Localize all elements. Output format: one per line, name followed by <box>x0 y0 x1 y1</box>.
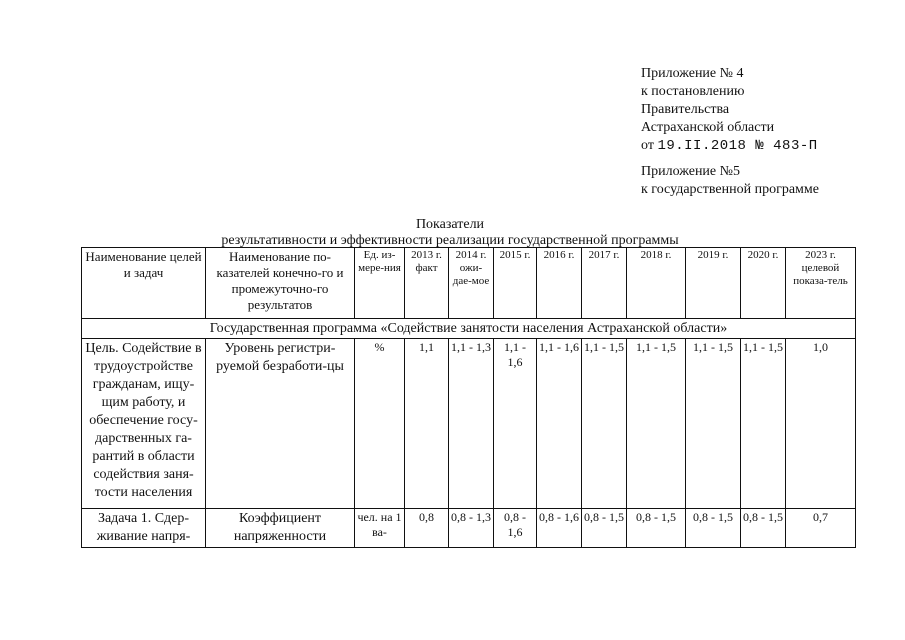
resolution-appendix-header <box>641 65 818 155</box>
value-2014: 0,8 - 1,3 <box>449 509 494 548</box>
region-line: Астраханской области <box>641 120 775 135</box>
indicators-table <box>81 247 856 548</box>
government-line: Правительства <box>641 102 730 117</box>
document-title: Показатели <box>415 217 485 232</box>
table-header-row <box>82 248 856 319</box>
goal-cell: Цель. Содействие в трудоустройстве гражданам, ищу-щим работу, и обеспечение госу-дарственных га-рантий в области содействия заня-тости населения <box>82 339 206 509</box>
header-2023: 2023 г. целевой показа-тель <box>786 248 856 319</box>
program-row <box>82 319 856 339</box>
header-unit: Ед. из-мере-ния <box>355 248 405 319</box>
header-2018: 2018 г. <box>627 248 686 319</box>
header-2019: 2019 г. <box>686 248 741 319</box>
goal-cell: Задача 1. Сдер-живание напря- <box>82 509 206 548</box>
value-2016: 1,1 - 1,6 <box>537 339 582 509</box>
value-2018: 1,1 - 1,5 <box>627 339 686 509</box>
value-2016: 0,8 - 1,6 <box>537 509 582 548</box>
decree-line <box>641 137 818 155</box>
unit-cell: % <box>355 339 405 509</box>
program-appendix-number: Приложение №5 <box>641 164 740 179</box>
value-2013: 0,8 <box>405 509 449 548</box>
unit-cell: чел. на 1 ва- <box>355 509 405 548</box>
value-2018: 0,8 - 1,5 <box>627 509 686 548</box>
header-2016: 2016 г. <box>537 248 582 319</box>
decree-prefix: от <box>641 138 658 153</box>
program-name: Государственная программа «Содействие занятости населения Астраханской области» <box>82 319 856 339</box>
table-row <box>82 339 856 509</box>
indicator-cell: Коэффициент напряженности <box>206 509 355 548</box>
header-indicators: Наименование по-казателей конечно-го и промежуточно-го результатов <box>206 248 355 319</box>
appendix-number-line: Приложение № 4 <box>641 66 744 81</box>
header-2015: 2015 г. <box>494 248 537 319</box>
value-2020: 0,8 - 1,5 <box>741 509 786 548</box>
value-2019: 0,8 - 1,5 <box>686 509 741 548</box>
value-2020: 1,1 - 1,5 <box>741 339 786 509</box>
value-2014: 1,1 - 1,3 <box>449 339 494 509</box>
header-2017: 2017 г. <box>582 248 627 319</box>
value-2017: 1,1 - 1,5 <box>582 339 627 509</box>
indicator-cell: Уровень регистри-руемой безработи-цы <box>206 339 355 509</box>
value-2023: 0,7 <box>786 509 856 548</box>
table-row <box>82 509 856 548</box>
program-appendix-ref: к государственной программе <box>641 182 819 197</box>
value-2023: 1,0 <box>786 339 856 509</box>
value-2015: 0,8 - 1,6 <box>494 509 537 548</box>
header-2014: 2014 г. ожи-дае-мое <box>449 248 494 319</box>
value-2017: 0,8 - 1,5 <box>582 509 627 548</box>
decree-number: 19.II.2018 № 483-П <box>657 138 818 154</box>
value-2013: 1,1 <box>405 339 449 509</box>
header-goals: Наименование целей и задач <box>82 248 206 319</box>
header-2013: 2013 г. факт <box>405 248 449 319</box>
header-2020: 2020 г. <box>741 248 786 319</box>
resolution-line: к постановлению <box>641 84 745 99</box>
value-2019: 1,1 - 1,5 <box>686 339 741 509</box>
program-appendix-header <box>641 163 819 199</box>
value-2015: 1,1 - 1,6 <box>494 339 537 509</box>
document-subtitle: результативности и эффективности реализации государственной программы <box>221 233 679 248</box>
